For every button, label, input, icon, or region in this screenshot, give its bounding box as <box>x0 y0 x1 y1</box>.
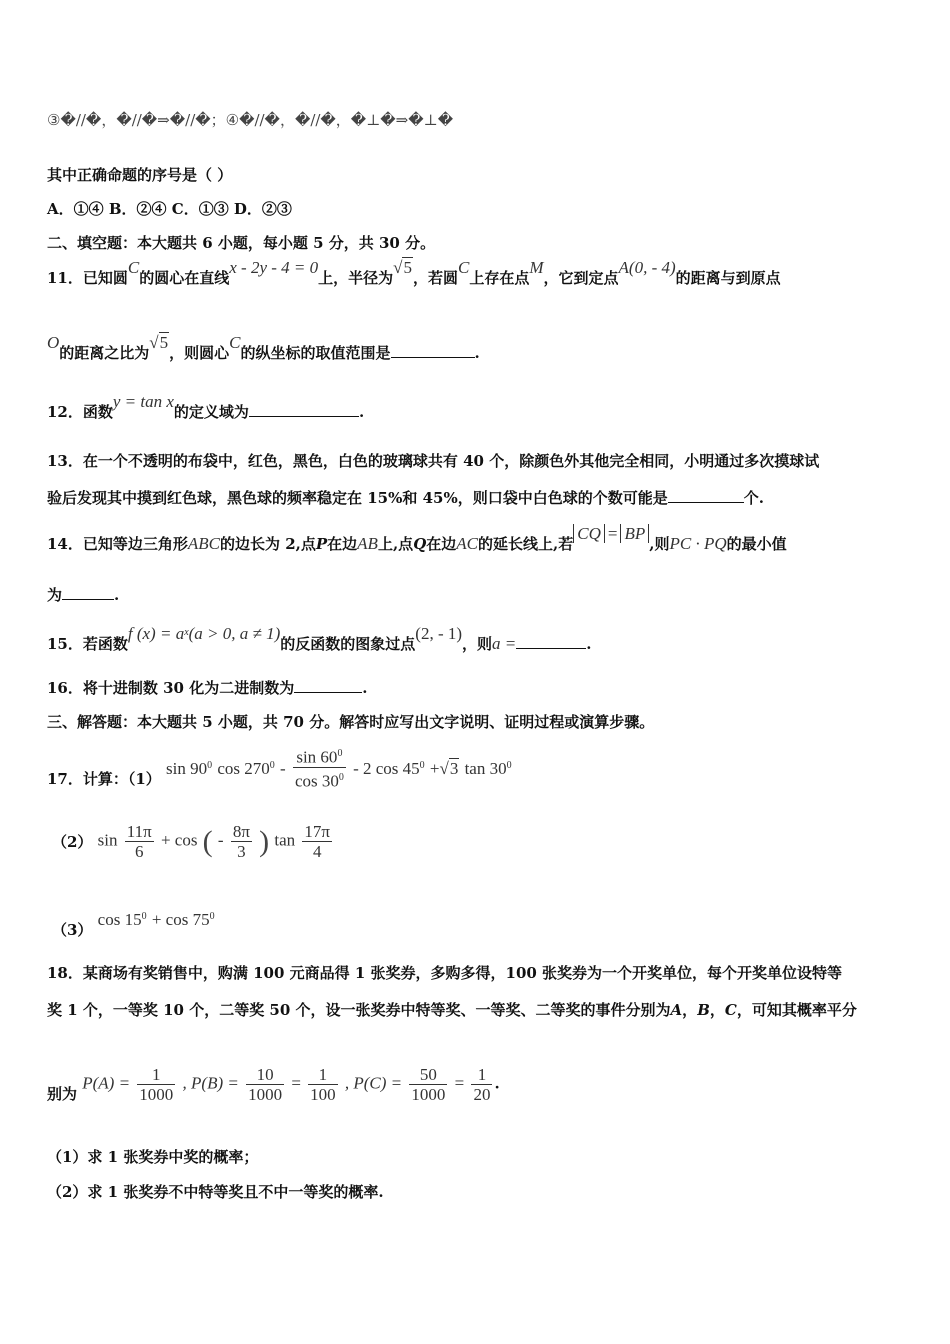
fraction: $\frac{50}{1000}$ <box>411 1065 446 1104</box>
question-18-probabilities: 别为 P(A) = $\frac{1}{1000}$ , P(B) = $\frac{10}{1000}$ = $\frac{1}{100}$ , P(C) = $\frac{50}{1000}$ = $\frac{1}{20}$ . <box>47 1065 500 1104</box>
question-prompt: 其中正确命题的序号是（ ） <box>47 166 233 184</box>
question-14-line-1: 14．已知等边三角形ABC的边长为 2,点P在边AB上,点Q在边AC的延长线上,若CQ = BP,则PC · PQ的最小值 <box>47 524 787 553</box>
question-14-line-2: 为 . <box>47 586 120 604</box>
fraction: $\frac{\sin 60^0}{\cos 30^0}$ <box>293 744 346 790</box>
answer-blank[interactable] <box>516 634 586 649</box>
question-11-line-1: 11．已知圆C的圆心在直线x - 2y - 4 = 0上，半径为√5，若圆C上存在点M，它到定点A(0, - 4)的距离与到原点 <box>47 258 781 287</box>
question-17-part-2: （2） sin $\frac{11\pi}{6}$ + cos ( - $\frac{8\pi}{3}$ ) tan $\frac{17\pi}{4}$ <box>52 822 330 861</box>
question-15: 15．若函数f $(x) = a^x(a > 0$, a ≠ 1)的反函数的图象过点(2, - 1)，则a = . <box>47 624 592 653</box>
answer-blank[interactable] <box>294 678 362 693</box>
question-18-sub-2: （2）求 1 张奖券不中特等奖且不中一等奖的概率. <box>47 1183 384 1201</box>
propositions-line <box>47 110 453 130</box>
question-17-part-1: 17．计算：（1） $\sin 90^0$ $\cos 270^0$ - $\frac{\sin 60^0}{\cos 30^0}$ - 2 $\cos 45^0 +√3$ $\tan 30^0$ <box>47 750 512 790</box>
question-18-line-1: 18．某商场有奖销售中，购满 100 元商品得 1 张奖券，多购多得，100 张奖券为一个开奖单位，每个开奖单位设特等 <box>47 964 843 982</box>
answer-blank[interactable] <box>249 402 359 417</box>
question-12: 12．函数y = tan x的定义域为 . <box>47 392 365 421</box>
propositions-text: ③�//�，�//�⇒�//�；④�//�，�//�，�⊥�⇒�⊥� <box>47 111 454 129</box>
question-11-line-2: O的距离之比为√5，则圆心C的纵坐标的取值范围是 . <box>47 333 480 362</box>
answer-blank[interactable] <box>62 585 114 600</box>
fraction: $\frac{11\pi}{6}$ <box>126 822 152 861</box>
answer-blank[interactable] <box>668 488 744 503</box>
question-18-line-2: 奖 1 个，一等奖 10 个，二等奖 50 个，设一张奖券中特等奖、一等奖、二等奖的事件分别为A，B，C，可知其概率平分 <box>47 1001 857 1019</box>
question-16: 16．将十进制数 30 化为二进制数为 . <box>47 679 368 697</box>
answer-options: A．①④ B．②④ C．①③ D．②③ <box>47 200 292 218</box>
fraction: $\frac{8\pi}{3}$ <box>232 822 250 861</box>
question-18-sub-1: （1）求 1 张奖券中奖的概率； <box>47 1148 259 1166</box>
fraction: $\frac{17\pi}{4}$ <box>304 822 330 861</box>
section-fill-blank-heading: 二、填空题：本大题共 6 小题，每小题 5 分，共 30 分。 <box>47 234 436 252</box>
fraction: $\frac{1}{1000}$ <box>139 1065 174 1104</box>
answer-blank[interactable] <box>391 343 475 358</box>
section-solve-heading: 三、解答题：本大题共 5 小题，共 70 分。解答时应写出文字说明、证明过程或演算步骤。 <box>47 713 655 731</box>
question-17-part-3: （3） $\cos 15^0 + \cos 75^0$ <box>52 910 215 939</box>
fraction: $\frac{1}{100}$ <box>310 1065 336 1104</box>
question-13-line-2: 验后发现其中摸到红色球，黑色球的频率稳定在 15%和 45%，则口袋中白色球的个数可能是 个. <box>47 489 764 507</box>
fraction: $\frac{10}{1000}$ <box>248 1065 283 1104</box>
fraction: $\frac{1}{20}$ <box>473 1065 491 1104</box>
question-13-line-1: 13．在一个不透明的布袋中，红色，黑色，白色的玻璃球共有 40 个，除颜色外其他完全相同，小明通过多次摸球试 <box>47 452 820 470</box>
